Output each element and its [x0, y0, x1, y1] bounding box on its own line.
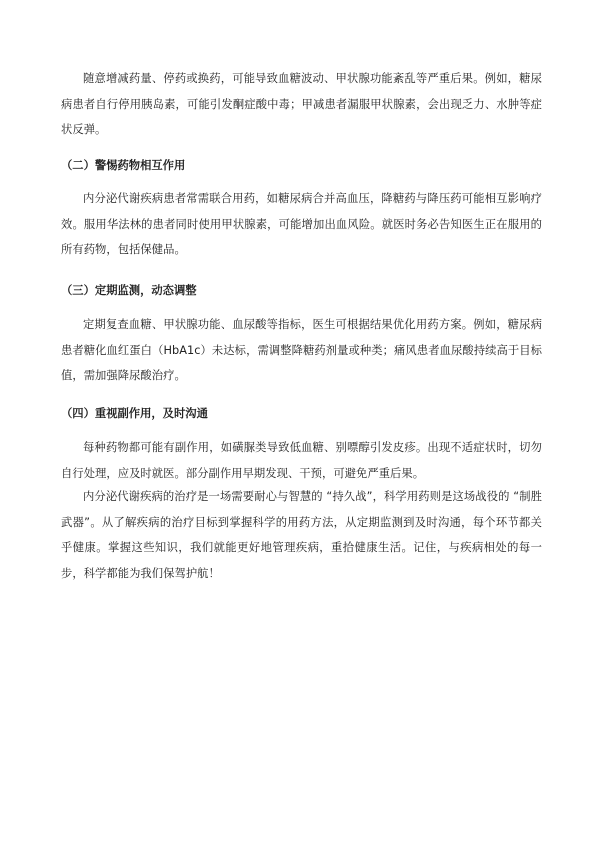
paragraph-side-effects: 每种药物都可能有副作用，如磺脲类导致低血糖、别嘌醇引发皮疹。出现不适症状时，切勿自行处理，应及时就医。部分副作用早期发现、干预，可避免严重后果。 — [61, 441, 542, 480]
paragraph-drug-interactions: 内分泌代谢疾病患者常需联合用药，如糖尿病合并高血压，降糖药与降压药可能相互影响疗效。服用华法林的患者同时使用甲状腺素，可能增加出血风险。就医时务必告知医生正在服用的所有药物，包括保健品。 — [61, 192, 542, 256]
paragraph-medication-adjustment-risks: 随意增减药量、停药或换药，可能导致血糖波动、甲状腺功能紊乱等严重后果。例如，糖尿病患者自行停用胰岛素，可能引发酮症酸中毒；甲减患者漏服甲状腺素，会出现乏力、水肿等症状反弹。 — [61, 72, 542, 136]
paragraph-regular-monitoring: 定期复查血糖、甲状腺功能、血尿酸等指标，医生可根据结果优化用药方案。例如，糖尿病患者糖化血红蛋白（HbA1c）未达标，需调整降糖药剂量或种类；痛风患者血尿酸持续高于目标值，需加强降尿酸治疗。 — [61, 318, 542, 382]
section-heading-side-effects: （四）重视副作用，及时沟通 — [61, 407, 208, 420]
section-heading-drug-interactions: （二）警惕药物相互作用 — [61, 159, 186, 172]
paragraph-conclusion: 内分泌代谢疾病的治疗是一场需要耐心与智慧的 “持久战”，科学用药则是这场战役的 “制胜武器”。从了解疾病的治疗目标到掌握科学的用药方法，从定期监测到及时沟通，每个环节都关乎健康。掌握这些知识，我们就能更好地管理疾病，重拾健康生活。记住，与疾病相处的每一步，科学都能为我们保驾护航！ — [61, 490, 542, 580]
section-heading-regular-monitoring: （三）定期监测，动态调整 — [61, 284, 197, 297]
